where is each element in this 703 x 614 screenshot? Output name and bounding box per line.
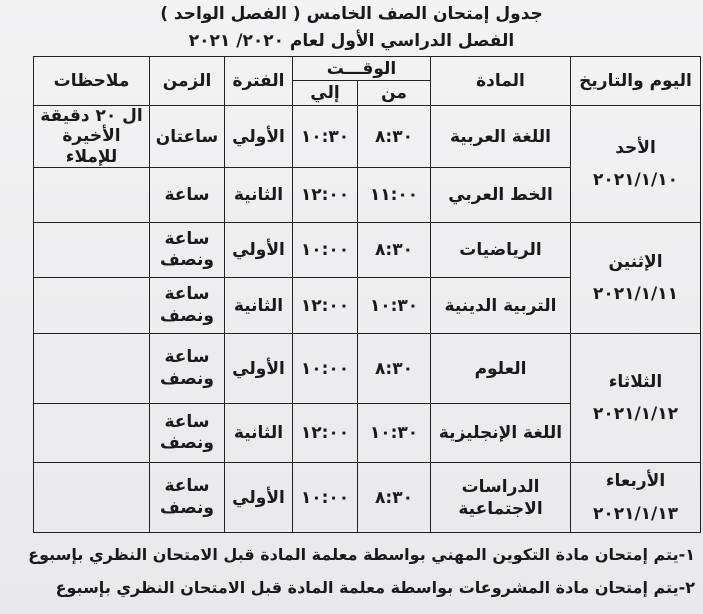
duration-cell: ساعة ونصف — [150, 223, 225, 278]
subject-cell: الدراسات الاجتماعية — [431, 463, 571, 533]
time-from-cell: ٨:٣٠ — [358, 223, 431, 278]
period-cell: الأولي — [225, 106, 293, 168]
time-from-cell: ١٠:٣٠ — [358, 404, 431, 463]
day-name: الأربعاء — [605, 471, 666, 492]
subject-cell: الرياضيات — [431, 223, 571, 278]
duration-cell: ساعة ونصف — [150, 463, 225, 533]
period-cell: الثانية — [225, 404, 293, 463]
header-to: إلي — [293, 81, 358, 106]
header-notes: ملاحظات — [34, 57, 150, 106]
duration-cell: ساعة ونصف — [150, 334, 225, 404]
time-to-cell: ١٠:٣٠ — [293, 106, 358, 168]
note-cell — [34, 223, 150, 278]
header-day-date: اليوم والتاريخ — [571, 57, 701, 106]
time-to-cell: ١٠:٠٠ — [293, 223, 358, 278]
table-row — [34, 106, 701, 168]
time-to-cell: ١٢:٠٠ — [293, 278, 358, 334]
day-date: ٢٠٢١/١/١٣ — [592, 503, 679, 524]
page-title: جدول إمتحان الصف الخامس ( الفصل الواحد ) — [160, 4, 543, 24]
note-cell: ال ٢٠ دقيقة الأخيرة للإملاء — [34, 106, 150, 168]
duration-cell: ساعتان — [150, 106, 225, 168]
header-duration: الزمن — [150, 57, 225, 106]
period-cell: الثانية — [225, 278, 293, 334]
day-date: ٢٠٢١/١/١١ — [592, 284, 679, 305]
period-cell: الثانية — [225, 168, 293, 223]
header-time: الوقـــت — [293, 57, 431, 81]
note-cell — [34, 168, 150, 223]
footnote: ٢-يتم إمتحان مادة المشروعات بواسطة معلمة المادة قبل الامتحان النظري بإسبوع — [55, 578, 695, 597]
table-header-row — [34, 57, 701, 81]
period-cell: الأولي — [225, 463, 293, 533]
table-row — [34, 223, 701, 278]
footnote: ١-يتم إمتحان مادة التكوين المهني بواسطة معلمة المادة قبل الامتحان النظري بإسبوع — [28, 545, 695, 564]
time-to-cell: ١٠:٠٠ — [293, 334, 358, 404]
time-to-cell: ١٢:٠٠ — [293, 168, 358, 223]
period-cell: الأولي — [225, 334, 293, 404]
header-period: الفترة — [225, 57, 293, 106]
subject-cell: اللغة العربية — [431, 106, 571, 168]
subject-cell: العلوم — [431, 334, 571, 404]
day-date: ٢٠٢١/١/١٢ — [592, 404, 679, 425]
note-cell — [34, 334, 150, 404]
note-cell — [34, 404, 150, 463]
table-row — [34, 334, 701, 404]
day-date-cell — [571, 463, 701, 533]
day-date-cell — [571, 106, 701, 223]
header-from: من — [358, 81, 431, 106]
subject-cell: الخط العربي — [431, 168, 571, 223]
subject-cell: التربية الدينية — [431, 278, 571, 334]
time-from-cell: ١١:٠٠ — [358, 168, 431, 223]
day-date-cell — [571, 223, 701, 334]
time-from-cell: ٨:٣٠ — [358, 463, 431, 533]
note-cell — [34, 463, 150, 533]
exam-schedule-table — [33, 56, 701, 533]
day-date-cell — [571, 334, 701, 463]
table-row — [34, 463, 701, 533]
day-name: الأحد — [615, 137, 656, 158]
day-name: الثلاثاء — [608, 371, 663, 392]
time-from-cell: ١٠:٣٠ — [358, 278, 431, 334]
time-from-cell: ٨:٣٠ — [358, 334, 431, 404]
period-cell: الأولي — [225, 223, 293, 278]
day-name: الإثنين — [608, 251, 663, 272]
time-to-cell: ١٢:٠٠ — [293, 404, 358, 463]
duration-cell: ساعة — [150, 168, 225, 223]
day-date: ٢٠٢١/١/١٠ — [592, 170, 679, 191]
note-cell — [34, 278, 150, 334]
time-to-cell: ١٠:٠٠ — [293, 463, 358, 533]
header-subject: المادة — [431, 57, 571, 106]
page-subtitle: الفصل الدراسي الأول لعام ٢٠٢٠/ ٢٠٢١ — [188, 31, 515, 51]
time-from-cell: ٨:٣٠ — [358, 106, 431, 168]
duration-cell: ساعة ونصف — [150, 278, 225, 334]
subject-cell: اللغة الإنجليزية — [431, 404, 571, 463]
duration-cell: ساعة ونصف — [150, 404, 225, 463]
